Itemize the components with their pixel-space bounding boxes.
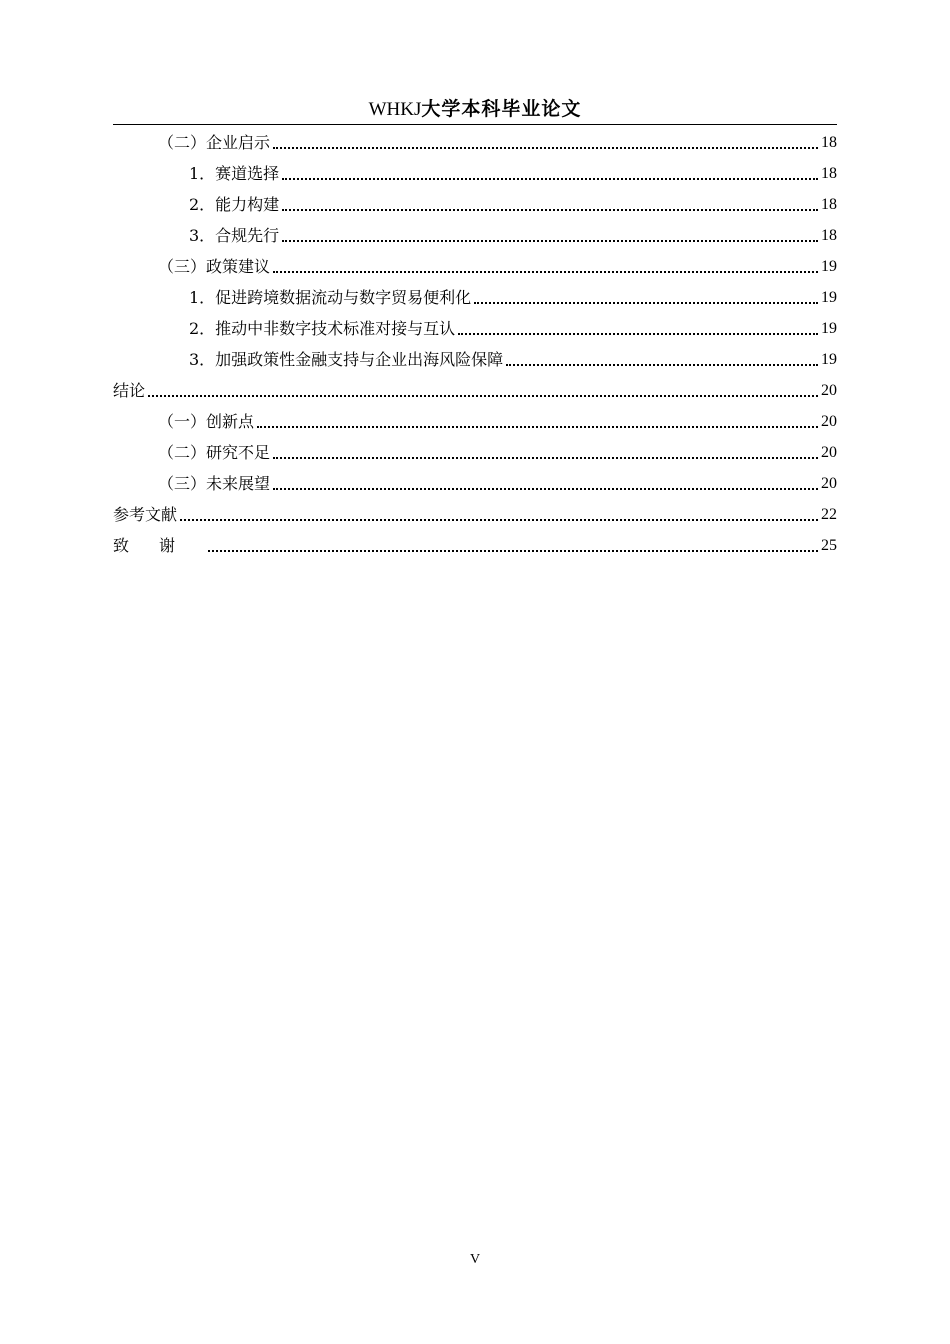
toc-dot-leader [273, 147, 818, 149]
toc-entry-page: 20 [821, 413, 837, 430]
toc-entry[interactable] [113, 189, 837, 220]
toc-entry-page: 20 [821, 475, 837, 492]
toc-entry-page: 20 [821, 382, 837, 399]
toc-dot-leader [282, 240, 818, 242]
toc-dot-leader [282, 209, 818, 211]
toc-entry-page: 22 [821, 506, 837, 523]
toc-entry-page: 18 [821, 134, 837, 151]
toc-dot-leader [506, 364, 818, 366]
toc-entry-label: （一）创新点 [158, 412, 255, 431]
toc-entry-page: 25 [821, 537, 837, 554]
toc-entry-label: 3．合规先行 [189, 226, 280, 245]
toc-entry[interactable] [113, 282, 837, 313]
page-number: V [469, 1252, 481, 1267]
toc-entry-label: （三）政策建议 [158, 257, 271, 276]
toc-entry[interactable] [113, 375, 837, 406]
toc-dot-leader [458, 333, 818, 335]
header-thesis-title: 大学本科毕业论文 [421, 98, 582, 120]
toc-entry-label: 致谢 [113, 536, 206, 555]
toc-dot-leader [180, 519, 818, 521]
toc-dot-leader [273, 488, 818, 490]
toc-dot-leader [257, 426, 818, 428]
toc-entry-label: 1．赛道选择 [189, 164, 280, 183]
toc-entry[interactable] [113, 251, 837, 282]
toc-entry[interactable] [113, 313, 837, 344]
toc-entry-label: 1．促进跨境数据流动与数字贸易便利化 [189, 288, 472, 307]
toc-entry-page: 20 [821, 444, 837, 461]
toc-entry[interactable] [113, 344, 837, 375]
toc-entry-page: 18 [821, 227, 837, 244]
header-school-code: WHKJ [368, 99, 422, 120]
toc-entry[interactable] [113, 437, 837, 468]
toc-entry[interactable] [113, 127, 837, 158]
toc-dot-leader [273, 457, 818, 459]
toc-entry-label: 2．推动中非数字技术标准对接与互认 [189, 319, 456, 338]
toc-entry-label: 3．加强政策性金融支持与企业出海风险保障 [189, 350, 504, 369]
toc-entry-label: （二）企业启示 [158, 133, 271, 152]
toc-entry-label: （三）未来展望 [158, 474, 271, 493]
toc-entry[interactable] [113, 220, 837, 251]
table-of-contents [113, 127, 837, 561]
page-header [0, 96, 950, 123]
toc-entry-label: 2．能力构建 [189, 195, 280, 214]
toc-entry-label: 结论 [113, 381, 146, 400]
toc-entry-page: 18 [821, 196, 837, 213]
toc-entry[interactable] [113, 499, 837, 530]
toc-entry-page: 18 [821, 165, 837, 182]
toc-entry[interactable] [113, 530, 837, 561]
toc-entry-page: 19 [821, 351, 837, 368]
toc-entry-label: 参考文献 [113, 505, 178, 524]
toc-dot-leader [208, 550, 818, 552]
toc-dot-leader [282, 178, 818, 180]
toc-entry-label: （二）研究不足 [158, 443, 271, 462]
toc-entry-page: 19 [821, 258, 837, 275]
toc-entry[interactable] [113, 406, 837, 437]
toc-entry[interactable] [113, 158, 837, 189]
toc-dot-leader [148, 395, 818, 397]
toc-dot-leader [474, 302, 818, 304]
toc-entry-page: 19 [821, 320, 837, 337]
toc-entry-page: 19 [821, 289, 837, 306]
header-rule [113, 124, 837, 125]
toc-entry[interactable] [113, 468, 837, 499]
toc-dot-leader [273, 271, 818, 273]
